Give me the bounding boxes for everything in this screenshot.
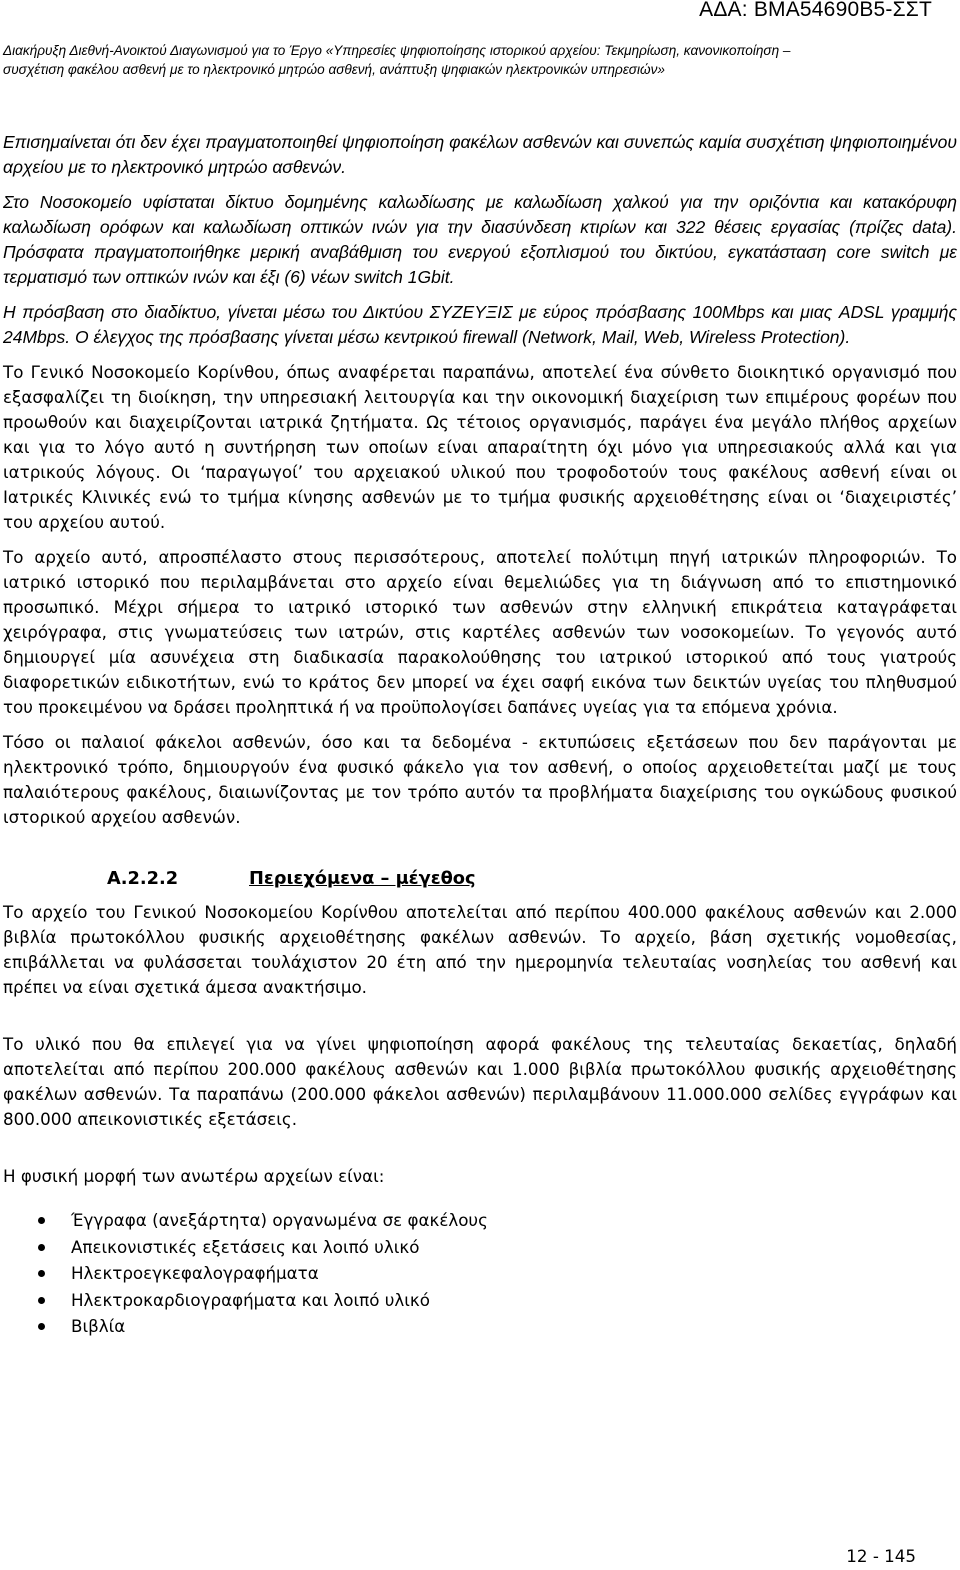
- paragraph-archive-size: Το αρχείο του Γενικού Νοσοκομείου Κορίνθου αποτελείται από περίπου 400.000 φακέλους ασθενών και 2.000 βιβλία πρωτοκόλλου φυσικής αρχειοθέτησης φακέλων ασθενών. Το αρχείο, βάση σχετικής νομοθεσίας, επιβάλλεται να φυλάσσεται τουλάχιστον 20 έτη από την ημερομηνία τελευταίας νοσηλείας του ασθενή και πρέπει να είναι σχετικά άμεσα ανακτήσιμο.: [3, 902, 957, 997]
- paragraph-physical-form-intro: Η φυσική μορφή των ανωτέρω αρχείων είναι:: [3, 1166, 385, 1186]
- paragraph-digitization-status: Επισημαίνεται ότι δεν έχει πραγματοποιηθεί ψηφιοποίηση φακέλων ασθενών και συνεπώς καμία συσχέτιση ψηφιοποιημένου αρχείου με το ηλεκτρονικό μητρώο ασθενών.: [3, 132, 957, 177]
- paragraph-physical-files: Τόσο οι παλαιοί φάκελοι ασθενών, όσο και τα δεδομένα - εκτυπώσεις εξετάσεων που δεν παράγονται με ηλεκτρονικό τρόπο, δημιουργούν ένα φυσικό φάκελο για τον ασθενή, ο οποίος αρχειοθετείται μαζί με τους παλαιότερους φακέλους, διαιωνίζοντας με τον τρόπο αυτόν τα προβλήματα διαχείρισης του ογκώδους φυσικού ιστορικού αρχείου ασθενών.: [3, 732, 957, 827]
- document-body: [3, 130, 957, 1340]
- network-cabling-text: Στο Νοσοκομείο υφίσταται δίκτυο δομημένης καλωδίωσης με καλωδίωση χαλκού για την οριζόντια και κατακόρυφη καλωδίωση ορόφων και καλωδίωση οπτικών ινών για την διασύνδεση κτιρίων και 322 θέσεις εργασίας (πρίζες data).: [3, 192, 957, 237]
- ada-code: ΑΔΑ: ΒΜΑ54690Β5-ΣΣΤ: [699, 0, 932, 21]
- paragraph-network: [3, 190, 957, 290]
- header-line-2: συσχέτιση φακέλου ασθενή με το ηλεκτρονικό μητρώο ασθενή, ανάπτυξη ψηφιακών ηλεκτρονικών υπηρεσιών»: [3, 62, 665, 77]
- paragraph-digitization-scope: Το υλικό που θα επιλεγεί για να γίνει ψηφιοποίηση αφορά φακέλους της τελευταίας δεκαετίας, δηλαδή αποτελείται από περίπου 200.000 φακέλους ασθενών και 1.000 βιβλία πρωτοκόλλου φυσικής αρχειοθέτησης φακέλων ασθενών. Τα παραπάνω (200.000 φάκελοι ασθενών) περιλαμβάνουν 11.000.000 σελίδες εγγράφων και 800.000 απεικονιστικές εξετάσεις.: [3, 1034, 957, 1129]
- list-item: Απεικονιστικές εξετάσεις και λοιπό υλικό: [3, 1234, 957, 1261]
- list-item: Βιβλία: [3, 1313, 957, 1340]
- paragraph-hospital-organization: Το Γενικό Νοσοκομείο Κορίνθου, όπως αναφέρεται παραπάνω, αποτελεί ένα σύνθετο διοικητικό οργανισμό που εξασφαλίζει τη διοίκηση, την υπηρεσιακή λειτουργία και την οικονομική διαχείριση των επιμέρους φορέων που προωθούν και διαχειρίζονται ιατρικά ζητήματα. Ως τέτοιος οργανισμός, παράγει ένα μεγάλο πλήθος αρχείων και για το λόγο αυτό η συντήρηση των οποίων είναι απαραίτητη όχι μόνο για υπηρεσιακούς αλλά και για ιατρικούς λόγους. Οι ‘παραγωγοί’ του αρχειακού υλικού που τροφοδοτούν τους φακέλους ασθενή είναι οι Ιατρικές Κλινικές ενώ το τμήμα κίνησης ασθενών με το τμήμα φυσικής αρχειοθέτησης είναι οι ‘διαχειριστές’ του αρχείου αυτού.: [3, 362, 957, 532]
- firewall-text: Ο έλεγχος της πρόσβασης γίνεται μέσω κεντρικού firewall (Network, Mail, Web, Wireless Protection).: [75, 327, 851, 347]
- paragraph-archive-value: Το αρχείο αυτό, απροσπέλαστο στους περισσότερους, αποτελεί πολύτιμη πηγή ιατρικών πληροφοριών. Το ιατρικό ιστορικό που περιλαμβάνεται στο αρχείο είναι θεμελιώδες για τη διάγνωση από το επιστημονικό προσωπικό. Μέχρι σήμερα το ιατρικό ιστορικό των ασθενών στην ελληνική επικράτεια καταγράφεται χειρόγραφα, στις γνωματεύσεις των ιατρών, στις καρτέλες ασθενών των νοσοκομείων. Το γεγονός αυτό δημιουργεί μία ασυνέχεια στη διαδικασία παρακολούθησης του ιατρικού ιστορικού από τους γιατρούς διαφορετικών ειδικοτήτων, ενώ το κράτος δεν μπορεί να έχει σαφή εικόνα των δεικτών υγείας του πληθυσμού του προκειμένου να δράσει προληπτικά ή να προϋπολογίσει δαπάνες υγείας για τα επόμενα χρόνια.: [3, 547, 957, 717]
- network-upgrade-text: Πρόσφατα πραγματοποιήθηκε μερική αναβάθμιση του ενεργού εξοπλισμού του δικτύου, εγκατάσταση core switch με τερματισμό των οπτικών ινών και έξι (6) νέων switch 1Gbit.: [3, 242, 957, 287]
- section-heading: [3, 866, 957, 892]
- section-number: Α.2.2.2: [107, 868, 179, 889]
- physical-form-list: [3, 1207, 957, 1340]
- document-header: [3, 41, 953, 79]
- internet-text: Η πρόσβαση στο διαδίκτυο, γίνεται μέσω του Δικτύου ΣΥΖΕΥΞΙΣ με εύρος πρόσβασης 100Mbps και μιας ADSL γραμμής 24Mbps.: [3, 302, 957, 347]
- paragraph-internet-access: [3, 300, 957, 350]
- list-item: Ηλεκτροκαρδιογραφήματα και λοιπό υλικό: [3, 1287, 957, 1314]
- list-item: Ηλεκτροεγκεφαλογραφήματα: [3, 1260, 957, 1287]
- header-line-1: Διακήρυξη Διεθνή-Ανοικτού Διαγωνισμού για το Έργο «Υπηρεσίες ψηφιοποίησης ιστορικού αρχείου: Τεκμηρίωση, κανονικοποίηση –: [3, 43, 791, 58]
- list-item: Έγγραφα (ανεξάρτητα) οργανωμένα σε φακέλους: [3, 1207, 957, 1234]
- section-title: Περιεχόμενα – μέγεθος: [249, 868, 476, 889]
- page-number: 12 - 145: [846, 1546, 916, 1566]
